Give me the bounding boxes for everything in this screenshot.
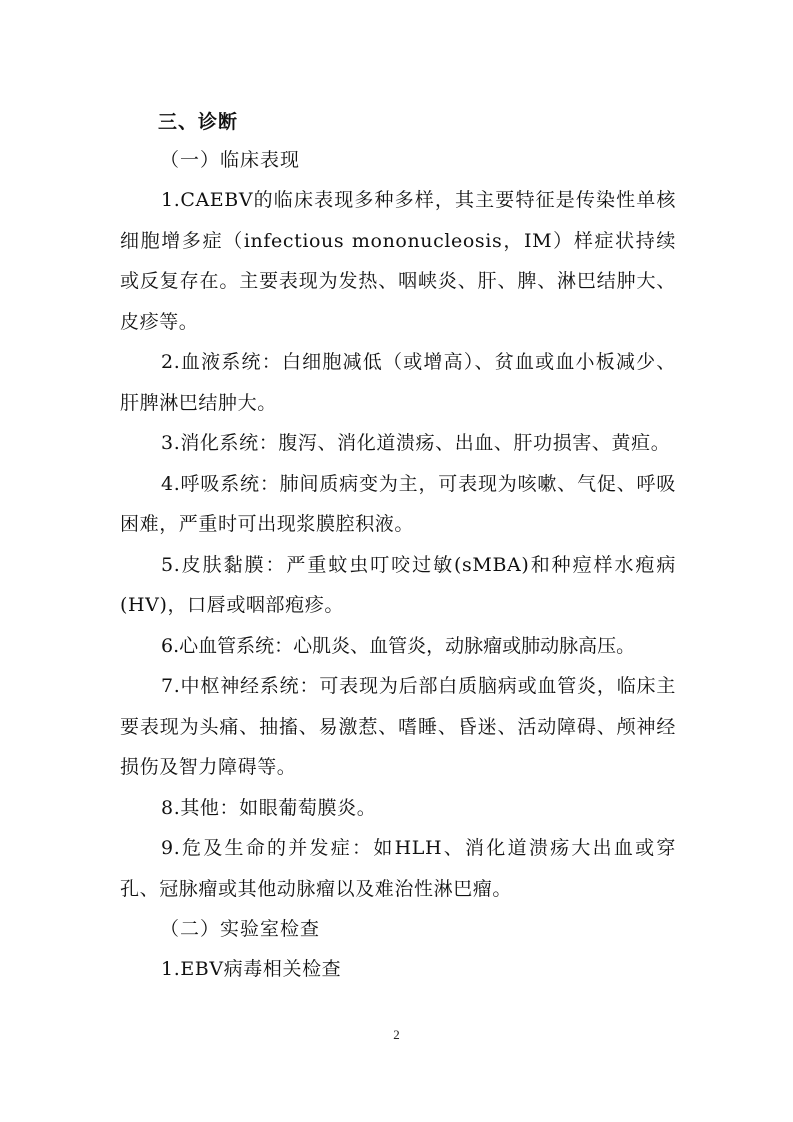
- subheading-laboratory-tests: （二）实验室检查: [160, 918, 321, 940]
- subheading-clinical-manifestations: （一）临床表现: [160, 149, 301, 171]
- paragraph-clinical-7: 7.中枢神经系统：可表现为后部白质脑病或血管炎，临床主要表现为头痛、抽搐、易激惹、嗜睡、昏迷、活动障碍、颅神经损伤及智力障碍等。: [120, 675, 676, 778]
- section-heading-diagnosis: 三、诊断: [158, 111, 239, 133]
- document-body: [120, 104, 676, 990]
- paragraph-clinical-4: 4.呼吸系统：肺间质病变为主，可表现为咳嗽、气促、呼吸困难，严重时可出现浆膜腔积液。: [120, 472, 676, 535]
- paragraph-clinical-9: 9.危及生命的并发症：如HLH、消化道溃疡大出血或穿孔、冠脉瘤或其他动脉瘤以及难治性淋巴瘤。: [120, 837, 676, 900]
- paragraph-clinical-3: 3.消化系统：腹泻、消化道溃疡、出血、肝功损害、黄疸。: [161, 432, 671, 454]
- paragraph-clinical-5: 5.皮肤黏膜：严重蚊虫叮咬过敏(sMBA)和种痘样水疱病(HV)，口唇或咽部疱疹。: [120, 553, 676, 616]
- paragraph-clinical-2: 2.血液系统：白细胞减低（或增高）、贫血或血小板减少、肝脾淋巴结肿大。: [120, 351, 676, 414]
- paragraph-clinical-8: 8.其他：如眼葡萄膜炎。: [161, 796, 377, 819]
- paragraph-clinical-1: 1.CAEBV的临床表现多种多样，其主要特征是传染性单核细胞增多症（infectious mononucleosis，IM）样症状持续或反复存在。主要表现为发热、咽峡炎、肝、脾、淋巴结肿大、皮疹等。: [120, 189, 676, 333]
- paragraph-lab-1: 1.EBV病毒相关检查: [161, 958, 342, 980]
- paragraph-clinical-6: 6.心血管系统：心肌炎、血管炎，动脉瘤或肺动脉高压。: [161, 634, 636, 657]
- page-number: 2: [393, 1027, 400, 1042]
